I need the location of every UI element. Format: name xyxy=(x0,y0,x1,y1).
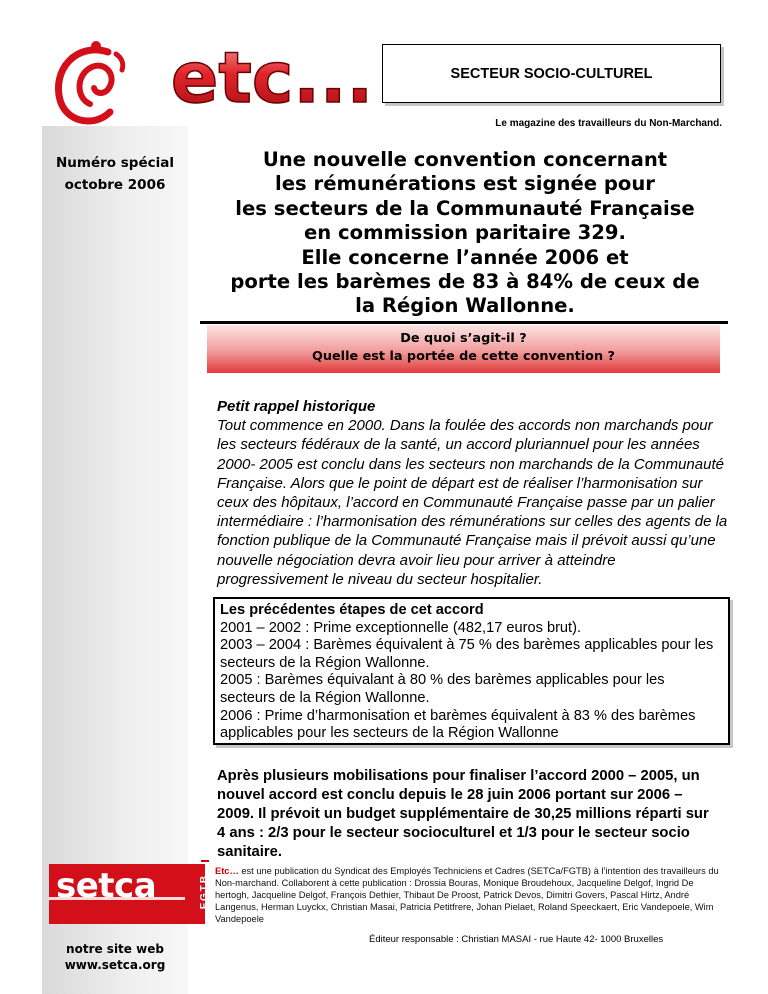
issue-info xyxy=(42,152,188,196)
credits-etc-mark: Etc… xyxy=(215,866,239,876)
publisher-line: Éditeur responsable : Christian MASAI - rue Haute 42- 1000 Bruxelles xyxy=(369,934,664,945)
headline-line: les rémunérations est signée pour xyxy=(275,172,655,196)
conclusion-paragraph: Après plusieurs mobilisations pour finaliser l’accord 2000 – 2005, un nouvel accord est conclu depuis le 28 juin 2006 portant sur 2006 – 2009. Il prévoit un budget supplémentaire de 30,25 millions réparti sur 4 ans : 2/3 pour le secteur socioculturel et 1/3 pour le secteur socio sanitaire. xyxy=(217,768,709,860)
etc-logo xyxy=(46,40,376,132)
steps-item: 2001 – 2002 : Prime exceptionnelle (482,17 euros brut). xyxy=(220,619,582,636)
headline-line: les secteurs de la Communauté Française xyxy=(235,196,695,220)
steps-item: 2003 – 2004 : Barèmes équivalent à 75 % des barèmes applicables pour les secteurs de la Région Wallonne. xyxy=(220,637,714,671)
etc-logo-text: etc... xyxy=(170,40,374,119)
question-line-1: De quoi s’agit-il ? xyxy=(400,331,527,346)
section-label: SECTEUR SOCIO-CULTUREL xyxy=(382,44,721,103)
steps-item: 2006 : Prime d’harmonisation et barèmes équivalent à 83 % des barèmes applicables pour les secteurs de la Région Wallonne xyxy=(220,707,696,742)
headline-line: porte les barèmes de 83 à 84% de ceux de xyxy=(230,270,700,294)
fgtb-logo-text: FGTB xyxy=(199,873,211,910)
steps-box xyxy=(213,597,730,745)
website-link[interactable]: www.setca.org xyxy=(64,958,166,972)
headline-line: la Région Wallonne. xyxy=(355,294,575,318)
history-body: Tout commence en 2000. Dans la foulée des accords non marchands pour les secteurs fédéraux de la santé, un accord pluriannuel pour les années 2000- 2005 est conclu dans les secteurs non marchands de la Communauté Française. Alors que le point de départ est de réaliser l’harmonisation sur ceux des hôpitaux, l’accord en Communauté Française passe par un palier intermédiaire : l’harmonisation des rémunérations sur celles des agents de la fonction publique de la Communauté Française mais il prévoit aussi qu’une nouvelle négociation devra avoir lieu pour arriver à atteindre progressivement le niveau du secteur hospitalier. xyxy=(217,417,728,588)
steps-title: Les précédentes étapes de cet accord xyxy=(220,602,484,618)
headline xyxy=(200,148,730,319)
fgtb-logo xyxy=(185,864,211,924)
setca-logo xyxy=(49,864,189,924)
question-banner xyxy=(207,325,720,373)
setca-logo-text: setca xyxy=(56,866,157,906)
issue-line-2: octobre 2006 xyxy=(64,177,166,193)
credits-body: est une publication du Syndicat des Employés Techniciens et Cadres (SETCa/FGTB) à l’intention des travailleurs du Non-marchand. Collaborent à cette publication : Drossia Bouras, Monique Broudehoux, Jacqueline Delgof, Ingrid De hertogh, Jacqueline Delgof, François Dethier, Thibaut De Proost, Patrick Devos, Dimitri Govers, Pascal Hirtz, André Langenus, Herman Luyckx, Christian Masai, Patricia Petitfrere, Johan Pielaet, Roland Speeckaert, Eric Vandepoele, Wim Vandepoele xyxy=(215,866,719,924)
headline-line: en commission paritaire 329. xyxy=(303,221,626,245)
issue-line-1: Numéro spécial xyxy=(56,155,174,171)
headline-divider xyxy=(200,321,728,324)
history-title: Petit rappel historique xyxy=(217,398,376,415)
swirl-icon xyxy=(58,41,122,121)
magazine-tagline: Le magazine des travailleurs du Non-Marchand. xyxy=(495,118,722,129)
history-section xyxy=(217,397,729,589)
website-label: notre site web xyxy=(66,942,164,956)
headline-line: Elle concerne l’année 2006 et xyxy=(301,245,629,269)
headline-line: Une nouvelle convention concernant xyxy=(262,148,668,171)
credits-marker xyxy=(201,860,209,862)
question-line-2: Quelle est la portée de cette convention ? xyxy=(312,349,615,364)
website-info xyxy=(42,941,188,973)
steps-item: 2005 : Barèmes équivalant à 80 % des barèmes applicables pour les secteurs de la Région Wallonne. xyxy=(220,672,665,706)
credits-text xyxy=(215,865,723,925)
